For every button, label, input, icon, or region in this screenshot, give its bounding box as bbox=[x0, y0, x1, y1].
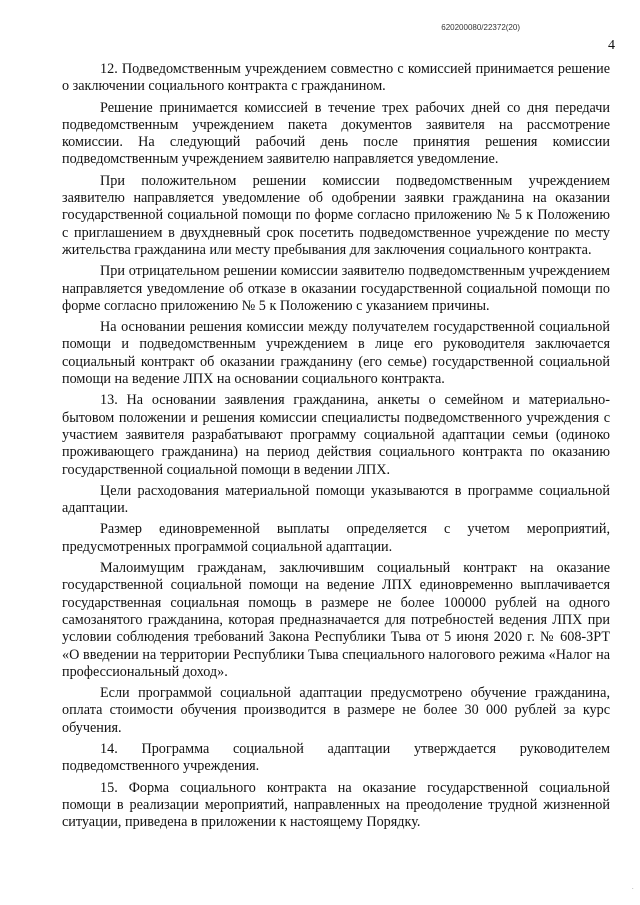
paragraph-15: 15. Форма социального контракта на оказание государственной социальной помощи в реализации мероприятий, направленных на преодоление трудной жизненной ситуации, приведена в приложении к настоящему Порядку. bbox=[62, 779, 610, 831]
document-body bbox=[62, 61, 610, 835]
paragraph-low-income-payment: Малоимущим гражданам, заключившим социальный контракт на оказание государственной социальной помощи на ведение ЛПХ единовременно выплачивается государственная социальная помощь в размере не более 100000 рублей на одного самозанятого гражданина, которая предназначается для потребностей ведения ЛПХ при условии соблюдения требований Закона Республики Тыва от 5 июня 2020 г. № 608-ЗРТ «О введении на территории Республики Тыва специального налогового режима «Налог на профессиональный доход». bbox=[62, 560, 610, 680]
paragraph-14: 14. Программа социальной адаптации утверждается руководителем подведомственного учреждения. bbox=[62, 740, 610, 775]
paragraph-payment-size: Размер единовременной выплаты определяется с учетом мероприятий, предусмотренных программой социальной адаптации. bbox=[62, 521, 610, 555]
paragraph-12: 12. Подведомственным учреждением совместно с комиссией принимается решение о заключении социального контракта с гражданином. bbox=[62, 61, 610, 95]
paragraph-13: 13. На основании заявления гражданина, анкеты о семейном и материально-бытовом положении и решения комиссии специалисты подведомственного учреждения с участием заявителя разрабатывают программу социальной адаптации семьи (одиноко проживающего гражданина) на период действия социального контракта по оказанию государственной социальной помощи в ведении ЛПХ. bbox=[62, 392, 610, 478]
paragraph-aid-goals: Цели расходования материальной помощи указываются в программе социальной адаптации. bbox=[62, 482, 610, 517]
paragraph-positive-decision: При положительном решении комиссии подведомственным учреждением заявителю направляется уведомление об одобрении заявки гражданина на оказании государственной социальной помощи по форме согласно приложению № 5 к Положению с приглашением в двухдневный срок посетить подведомственное учреждение по месту жительства гражданина или месту пребывания для заключения социального контракта. bbox=[62, 172, 610, 258]
page-number: 4 bbox=[608, 38, 615, 53]
paragraph-contract-conclusion: На основании решения комиссии между получателем государственной социальной помощи и подведомственным учреждением в лице его руководителя заключается социальный контракт об оказании гражданину (его семье) государственной социальной помощи на ведение ЛПХ на основании социального контракта. bbox=[62, 319, 610, 388]
paragraph-decision-timing: Решение принимается комиссией в течение трех рабочих дней со дня передачи подведомственным учреждением пакета документов заявителя на рассмотрение комиссии. На следующий рабочий день после принятия решения комиссии подведомственным учреждением заявителю направляется уведомление. bbox=[62, 99, 610, 168]
document-registration-number: 620200080/22372(20) bbox=[441, 23, 520, 32]
scan-corner-mark: · bbox=[631, 885, 634, 893]
paragraph-negative-decision: При отрицательном решении комиссии заявителю подведомственным учреждением направляется уведомление об отказе в оказании государственной социальной помощи по форме согласно приложению № 5 к Положению с указанием причины. bbox=[62, 263, 610, 314]
paragraph-training-cost: Если программой социальной адаптации предусмотрено обучение гражданина, оплата стоимости обучения производится в размере не более 30 000 рублей за курс обучения. bbox=[62, 685, 610, 736]
